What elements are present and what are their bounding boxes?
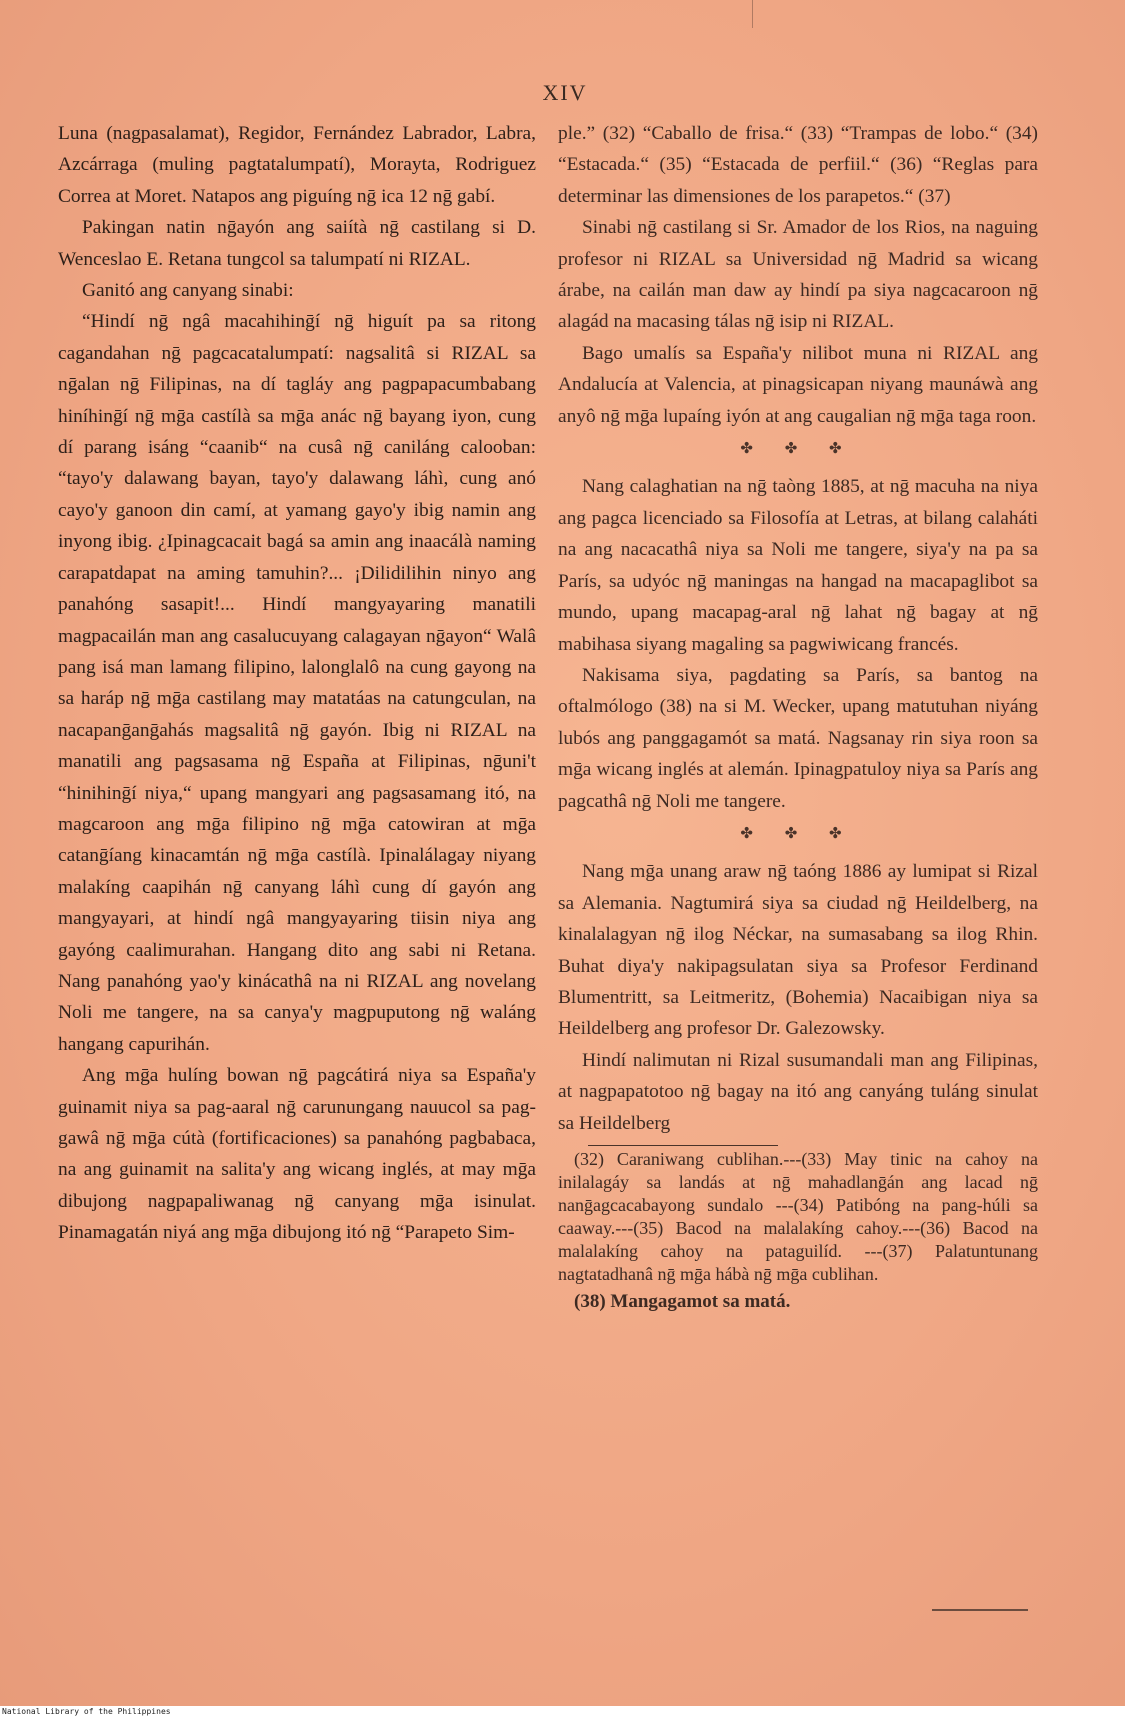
paragraph: “Hindí nḡ ngâ macahihinḡí nḡ higuít pa sa ritong cagandahan nḡ pagcacatalumpatí: nagsalitâ si RIZAL sa nḡalan nḡ Filipinas, na dí tagláy ang pagpapacumbabang hiníhinḡí nḡ mḡa castílà sa mḡa anác nḡ bayang iyon, cung dí parang isáng “caanib“ na cusâ nḡ caniláng calooban: “tayo'y dalawang bayan, tayo'y dalawang láhì, cung anó cayo'y ganoon din camí, at yamang gayo'y ibig namin ang inyong ibig. ¿Ipinagcacait bagá sa amin ang inaacálà naming carapatdapat na aming tamuhin?... ¡Dilidilihin ninyo ang panahóng sasapit!... Hindí mangyayaring manatili magpacailán man ang casalucuyang calagayan nḡayon“ Walâ pang isá man lamang filipino, lalonglalô na cung gayong na sa haráp nḡ mḡa castilang may matatáas na catungculan, na nacapanḡanḡahás magsalitâ nḡ gayón. Ibig ni RIZAL na manatili ang pagsasama nḡ España at Filipinas, nḡuni't “hinihinḡí niya,“ upang mangyari ang pagsasamang itó, na magcaroon ang mḡa filipino nḡ mḡa catowiran at mḡa catanḡíang kinacamtán nḡ mḡa castílà. Ipinalálagay niyang malakíng caapihán nḡ canyang láhì cung dí gayón ang mangyayari, at hindí ngâ mangyayaring tiisin niya ang gayóng caalimurahan. Hangang dito ang sabi ni Retana. Nang panahóng yao'y kinácathâ na ni RIZAL ang novelang Noli me tangere, na sa canya'y magpuputong nḡ waláng hangang capurihán. — [58, 311, 536, 1055]
paragraph: Ganitó ang canyang sinabi: — [82, 280, 294, 302]
paragraph: Luna (nagpasalamat), Regidor, Fernández Labrador, Labra, Azcárraga (muling pagtatalumpatí), Morayta, Rodriguez Correa at Moret. Natapos ang piguíng nḡ ica 12 nḡ gabí. — [58, 123, 536, 207]
paragraph: Sinabi nḡ castilang si Sr. Amador de los Rios, na naguing profesor ni RIZAL sa Universidad nḡ Madrid sa wicang árabe, na cailán man daw ay hindí pa siya nagcacaroon nḡ alagád na macasing tálas nḡ isip ni RIZAL. — [558, 217, 1038, 333]
paragraph: Pakingan natin nḡayón ang saiítà nḡ castilang si D. Wenceslao E. Retana tungcol sa talumpatí ni RIZAL. — [58, 217, 536, 270]
section-separator: ✤ ✤ ✤ — [740, 441, 856, 458]
fold-mark — [752, 0, 753, 28]
right-column — [558, 118, 1038, 1313]
library-credit: National Library of the Philippines — [0, 1706, 1125, 1718]
footnote-rule — [588, 1145, 778, 1146]
paragraph: Hindí nalimutan ni Rizal susumandali man ang Filipinas, at nagpapatotoo nḡ bagay na itó ang canyáng tuláng sinulat sa Heildelberg — [558, 1049, 1038, 1134]
paragraph: Bago umalís sa España'y nilibot muna ni RIZAL ang Andalucía at Valencia, at pinagsicapan niyang maunáwà ang anyô nḡ mḡa lupaíng iyón at ang caugalian nḡ mḡa taga roon. — [558, 342, 1038, 427]
paragraph: Nakisama siya, pagdating sa París, sa bantog na oftalmólogo (38) na si M. Wecker, upang matutuhan niyáng lubós ang panggagamót sa matá. Nagsanay rin siya roon sa mḡa wicang inglés at alemán. Ipinagpatuloy niya sa París ang pagcathâ nḡ Noli me tangere. — [558, 664, 1038, 812]
paragraph: Nang calaghatian na nḡ taòng 1885, at nḡ macuha na niya ang pagca licenciado sa Filosofía at Letras, at bilang calaháti na ang nacacathâ niya sa Noli me tangere, siya'y na pa sa París, sa udyóc nḡ maningas na hangad na macapaglibot sa mundo, upang macapag-aral nḡ lahat nḡ bagay at nḡ mabihasa siyang magaling sa pagwiwicang francés. — [558, 476, 1038, 655]
paragraph: Ang mḡa hulíng bowan nḡ pagcátirá niya sa España'y guinamit niya sa pag-aaral nḡ carunungang nauucol sa pag-gawâ nḡ mḡa cútà (fortificaciones) sa panahóng pagbabaca, na ang guinamit na salita'y ang wicang inglés, at may mḡa dibujong nagpapaliwanag nḡ canyang mḡa isinulat. Pinamagatán niyá ang mḡa dibujong itó nḡ “Parapeto Sim- — [58, 1065, 536, 1244]
bottom-rule — [932, 1609, 1028, 1611]
footnote-38: (38) Mangagamot sa matá. — [574, 1291, 791, 1312]
left-column — [58, 118, 536, 1249]
page-number: XIV — [542, 80, 588, 105]
footnote: (32) Caraniwang cublihan.---(33) May tinic na cahoy na inilalagáy sa landás at nḡ mahadlanḡán ang lacad nḡ nanḡagcacabayong sundalo ---(34) Patibóng na pang-húli sa caaway.---(35) Bacod na malalakíng cahoy.---(36) Bacod na malalakíng cahoy na pataguilíd. ---(37) Palatuntunang nagtatadhanâ nḡ mḡa hábà nḡ mḡa cublihan. — [558, 1149, 1038, 1284]
paragraph: ple.” (32) “Caballo de frisa.“ (33) “Trampas de lobo.“ (34) “Estacada.“ (35) “Estacada de perfiil.“ (36) “Reglas para determinar las dimensiones de los parapetos.“ (37) — [558, 123, 1038, 207]
paragraph: Nang mḡa unang araw nḡ taóng 1886 ay lumipat si Rizal sa Alemania. Nagtumirá siya sa ciudad nḡ Heildelberg, na kinalalagyan nḡ ilog Néckar, na sumasabang sa ilog Rhin. Buhat diya'y nakipagsulatan siya sa Profesor Ferdinand Blumentritt, sa Leitmeritz, (Bohemia) Nacaibigan niya sa Heildelberg ang profesor Dr. Galezowsky. — [558, 861, 1038, 1040]
section-separator: ✤ ✤ ✤ — [740, 825, 856, 842]
footnotes — [558, 1148, 1038, 1313]
